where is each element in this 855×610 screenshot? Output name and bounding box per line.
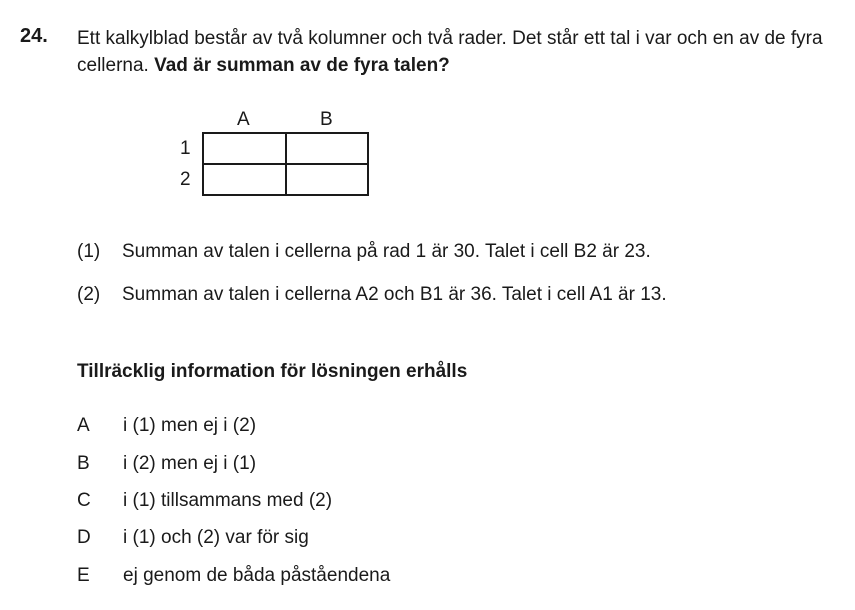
question-text-plain: Ett kalkylblad består av två kolumner och två rader. Det står ett tal i var och en av de fyra cellerna. <box>77 28 823 76</box>
option-text: i (1) och (2) var för sig <box>123 527 309 548</box>
option-d <box>77 527 309 549</box>
option-letter: B <box>77 453 90 474</box>
option-e <box>77 565 390 587</box>
answer-prompt: Tillräcklig information för lösningen erhålls <box>77 361 468 382</box>
statement-text: Summan av talen i cellerna A2 och B1 är 36. Talet i cell A1 är 13. <box>122 284 667 305</box>
option-c <box>77 490 332 512</box>
option-b <box>77 453 256 475</box>
question-text <box>77 25 847 79</box>
cell-b1 <box>286 133 369 164</box>
spreadsheet-grid <box>202 132 369 196</box>
column-label-a: A <box>237 109 250 130</box>
option-text: i (2) men ej i (1) <box>123 453 257 474</box>
option-letter: C <box>77 490 91 511</box>
statement-2 <box>77 284 667 306</box>
row-label-1: 1 <box>180 138 191 159</box>
option-text: i (1) tillsammans med (2) <box>123 490 333 511</box>
cell-b2 <box>286 164 369 195</box>
cell-a1 <box>203 133 286 164</box>
option-a <box>77 415 256 437</box>
question-number: 24. <box>20 25 48 47</box>
question-text-bold: Vad är summan av de fyra talen? <box>154 55 450 76</box>
option-text: i (1) men ej i (2) <box>123 415 257 436</box>
option-text: ej genom de båda påståendena <box>123 565 391 586</box>
statement-number: (1) <box>77 241 101 262</box>
option-letter: D <box>77 527 91 548</box>
option-letter: E <box>77 565 90 586</box>
row-label-2: 2 <box>180 169 191 190</box>
statement-1 <box>77 241 651 263</box>
grid-row-1 <box>203 133 368 164</box>
grid-row-2 <box>203 164 368 195</box>
cell-a2 <box>203 164 286 195</box>
statement-text: Summan av talen i cellerna på rad 1 är 30. Talet i cell B2 är 23. <box>122 241 651 262</box>
option-letter: A <box>77 415 90 436</box>
column-label-b: B <box>320 109 333 130</box>
statement-number: (2) <box>77 284 101 305</box>
